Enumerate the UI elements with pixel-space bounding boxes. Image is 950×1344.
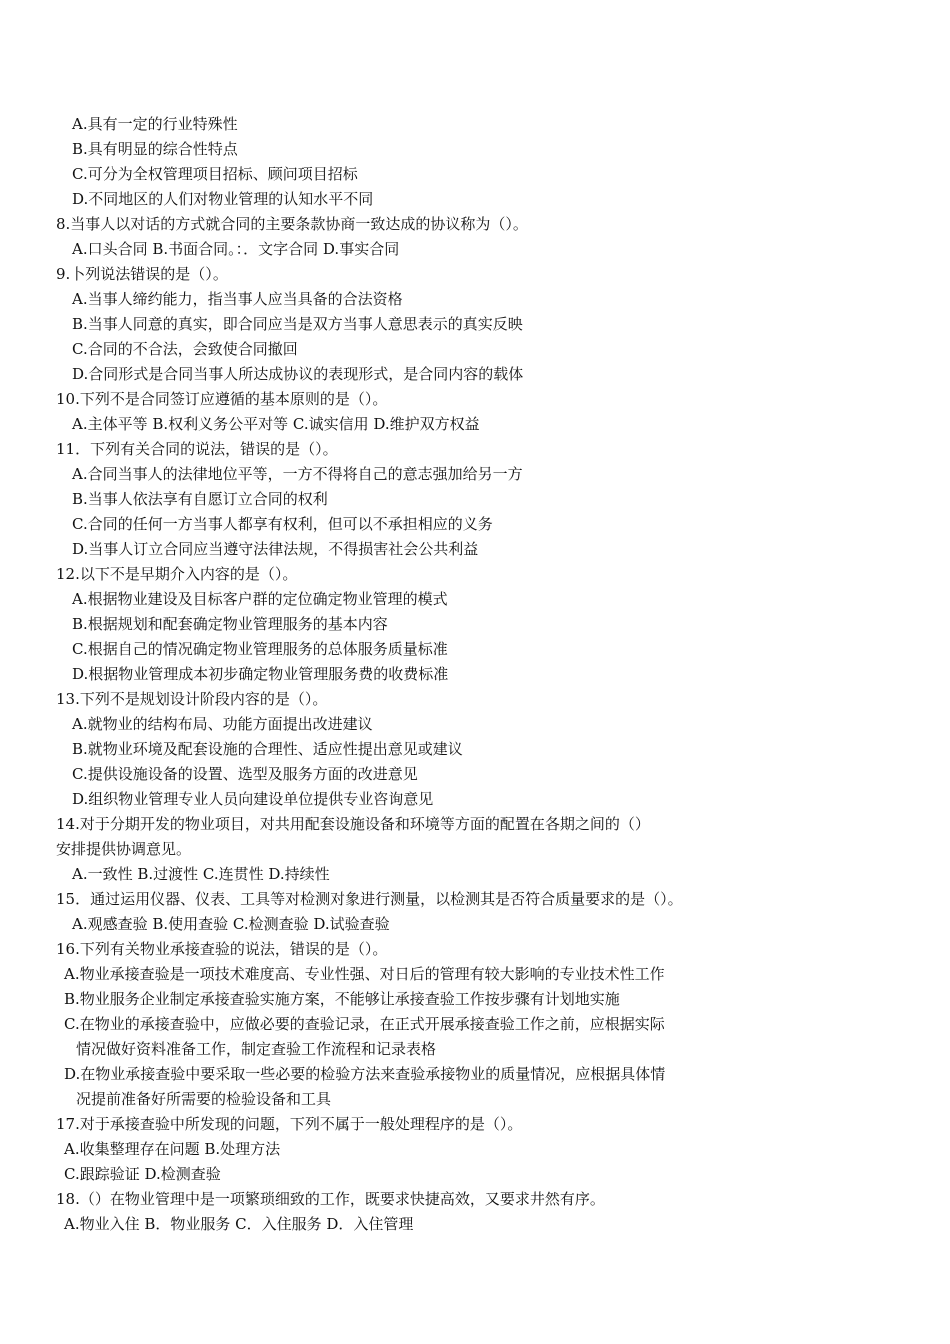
q13-option-a: A.就物业的结构布局、功能方面提出改进建议: [72, 715, 373, 733]
q11-option-b: B.当事人依法享有自愿订立合同的权利: [72, 490, 328, 508]
q10-question: 10.下列不是合同签订应遵循的基本原则的是（）。: [56, 390, 388, 408]
q16-option-c: C.在物业的承接查验中，应做必要的查验记录，在正式开展承接查验工作之前，应根据实际: [64, 1015, 665, 1033]
q15-question: 15．通过运用仪器、仪表、工具等对检测对象进行测量，以检测其是否符合质量要求的是（）。: [56, 890, 683, 908]
q12-question: 12.以下不是早期介入内容的是（）。: [56, 565, 298, 583]
q9-option-d: D.合同形式是合同当事人所达成协议的表现形式，是合同内容的载体: [72, 365, 524, 383]
q16-option-d-cont: 况提前准备好所需要的检验设备和工具: [76, 1090, 332, 1108]
q7-option-c: C.可分为全权管理项目招标、顾问项目招标: [72, 165, 358, 183]
q13-option-d: D.组织物业管理专业人员向建设单位提供专业咨询意见: [72, 790, 434, 808]
q16-option-c-cont: 情况做好资料准备工作，制定查验工作流程和记录表格: [76, 1040, 437, 1058]
q17-question: 17.对于承接查验中所发现的问题，下列不属于一般处理程序的是（）。: [56, 1115, 523, 1133]
q9-option-a: A.当事人缔约能力，指当事人应当具备的合法资格: [72, 290, 403, 308]
q8-options: A.口头合同 B.书面合同。：．文字合同 D.事实合同: [72, 240, 400, 258]
q11-question: 11．下列有关合同的说法，错误的是（）。: [56, 440, 338, 458]
q16-option-a: A.物业承接查验是一项技术难度高、专业性强、对日后的管理有较大影响的专业技术性工作: [64, 965, 665, 983]
q11-option-a: A.合同当事人的法律地位平等，一方不得将自己的意志强加给另一方: [72, 465, 523, 483]
q17-options-ab: A.收集整理存在问题 B.处理方法: [64, 1140, 281, 1158]
q7-option-a: A.具有一定的行业特殊性: [72, 115, 238, 133]
q9-option-c: C.合同的不合法，会致使合同撤回: [72, 340, 298, 358]
q12-option-d: D.根据物业管理成本初步确定物业管理服务费的收费标准: [72, 665, 449, 683]
q12-option-a: A.根据物业建设及目标客户群的定位确定物业管理的模式: [72, 590, 448, 608]
q18-options: A.物业入住 B．物业服务 C．入住服务 D．入住管理: [64, 1215, 414, 1233]
q14-question: 14.对于分期开发的物业项目，对共用配套设施设备和环境等方面的配置在各期之间的（）: [56, 815, 650, 833]
q14-question-cont: 安排提供协调意见。: [56, 840, 192, 858]
q9-option-b: B.当事人同意的真实，即合同应当是双方当事人意思表示的真实反映: [72, 315, 523, 333]
q13-option-c: C.提供设施设备的设置、选型及服务方面的改进意见: [72, 765, 418, 783]
q11-option-c: C.合同的任何一方当事人都享有权利，但可以不承担相应的义务: [72, 515, 493, 533]
q13-option-b: B.就物业环境及配套设施的合理性、适应性提出意见或建议: [72, 740, 463, 758]
q15-options: A.观感查验 B.使用查验 C.检测查验 D.试验查验: [72, 915, 390, 933]
q12-option-c: C.根据自己的情况确定物业管理服务的总体服务质量标准: [72, 640, 448, 658]
q10-options: A.主体平等 B.权利义务公平对等 C.诚实信用 D.维护双方权益: [72, 415, 480, 433]
q16-option-d: D.在物业承接查验中要采取一些必要的检验方法来查验承接物业的质量情况，应根据具体情: [64, 1065, 666, 1083]
q7-option-b: B.具有明显的综合性特点: [72, 140, 238, 158]
q13-question: 13.下列不是规划设计阶段内容的是（）。: [56, 690, 328, 708]
q12-option-b: B.根据规划和配套确定物业管理服务的基本内容: [72, 615, 388, 633]
q16-question: 16.下列有关物业承接查验的说法，错误的是（）。: [56, 940, 388, 958]
q14-options: A.一致性 B.过渡性 C.连贯性 D.持续性: [72, 865, 330, 883]
q18-question: 18.（）在物业管理中是一项繁琐细致的工作，既要求快捷高效，又要求井然有序。: [56, 1190, 605, 1208]
q11-option-d: D.当事人订立合同应当遵守法律法规，不得损害社会公共利益: [72, 540, 479, 558]
q9-question: 9.卜列说法错误的是（）。: [56, 265, 228, 283]
q16-option-b: B.物业服务企业制定承接查验实施方案，不能够让承接查验工作按步骤有计划地实施: [64, 990, 620, 1008]
q7-option-d: D.不同地区的人们对物业管理的认知水平不同: [72, 190, 374, 208]
q17-options-cd: C.跟踪验证 D.检测查验: [64, 1165, 221, 1183]
q8-question: 8.当事人以对话的方式就合同的主要条款协商一致达成的协议称为（）。: [56, 215, 528, 233]
